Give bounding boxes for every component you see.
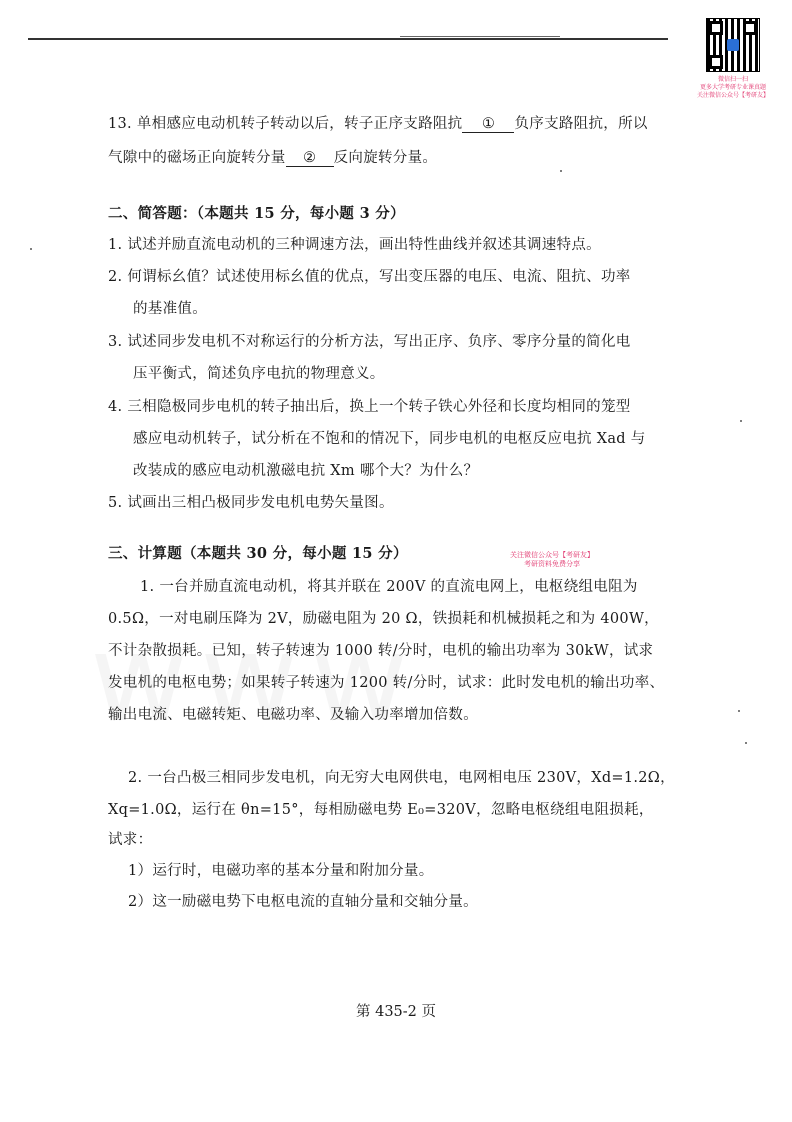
calc1-line: 发电机的电枢电势；如果转子转速为 1200 转/分时，试求：此时发电机的输出功率、 <box>108 675 665 691</box>
section2-item: 2. 何谓标幺值？试述使用标幺值的优点，写出变压器的电压、电流、阻抗、功率 <box>108 269 631 285</box>
qr-caption <box>678 76 788 100</box>
calc2-line: 2. 一台凸极三相同步发电机，向无穷大电网供电，电网相电压 230V，Xd=1.2Ω， <box>128 770 675 786</box>
page-number: 第 435-2 页 <box>355 1004 437 1020</box>
header-rule-secondary <box>400 36 560 37</box>
q13-line-2 <box>108 146 437 167</box>
q13-text-b: 负序支路阻抗，所以 <box>514 116 648 132</box>
section2-item: 4. 三相隐极同步电机的转子抽出后，换上一个转子铁心外径和长度均相同的笼型 <box>108 399 631 415</box>
section2-item: 5. 试画出三相凸极同步发电机电势矢量图。 <box>108 495 394 511</box>
qr-caption-line: 更多大学考研专业课真题 <box>699 84 766 91</box>
scan-speck <box>30 248 32 250</box>
section2-item-cont: 改装成的感应电动机激磁电抗 Xm 哪个大？为什么？ <box>133 463 479 479</box>
watermark-line: 关注微信公众号【考研友】 <box>510 551 594 559</box>
calc1-line: 1. 一台并励直流电动机，将其并联在 200V 的直流电网上，电枢绕组电阻为 <box>140 579 638 595</box>
qr-caption-line: 微信扫一扫 <box>717 76 748 83</box>
q13-line-1 <box>108 112 648 133</box>
q13-text-d: 反向旋转分量。 <box>333 150 438 166</box>
calc2-line: 试求： <box>108 832 153 848</box>
section2-item-cont: 感应电动机转子，试分析在不饱和的情况下，同步电机的电枢反应电抗 Xad 与 <box>133 431 646 447</box>
q13-text-a: 13. 单相感应电动机转子转动以后，转子正序支路阻抗 <box>108 116 463 132</box>
section2-item: 1. 试述并励直流电动机的三种调速方法，画出特性曲线并叙述其调速特点。 <box>108 237 601 253</box>
q13-blank-1: ① <box>462 116 514 133</box>
section2-title: 二、简答题：（本题共 15 分，每小题 3 分） <box>108 205 405 222</box>
section2-item-cont: 的基准值。 <box>133 301 207 317</box>
scan-speck <box>740 420 742 422</box>
calc1-line: 不计杂散损耗。已知，转子转速为 1000 转/分时，电机的输出功率为 30kW，试求 <box>108 643 654 659</box>
section3-title: 三、计算题（本题共 30 分，每小题 15 分） <box>108 545 408 562</box>
q13-text-c: 气隙中的磁场正向旋转分量 <box>108 150 286 166</box>
calc1-line: 0.5Ω，一对电刷压降为 2V，励磁电阻为 20 Ω，铁损耗和机械损耗之和为 400W， <box>108 611 659 627</box>
scan-speck <box>738 710 740 712</box>
header-rule <box>28 38 668 40</box>
scan-speck <box>560 170 562 172</box>
watermark-line: 考研资料免费分享 <box>524 560 580 568</box>
qr-caption-line: 关注微信公众号【考研友】 <box>696 92 769 99</box>
calc1-line: 输出电流、电磁转矩、电磁功率、及输入功率增加倍数。 <box>108 707 478 723</box>
section2-item: 3. 试述同步发电机不对称运行的分析方法，写出正序、负序、零序分量的简化电 <box>108 334 631 350</box>
calc2-line: 2）这一励磁电势下电枢电流的直轴分量和交轴分量。 <box>128 894 478 910</box>
section2-item-cont: 压平衡式，简述负序电抗的物理意义。 <box>133 366 385 382</box>
calc2-line: Xq=1.0Ω，运行在 θn=15°，每相励磁电势 E₀=320V，忽略电枢绕组电阻损耗， <box>108 802 654 818</box>
watermark-text <box>510 551 594 569</box>
q13-blank-2: ② <box>286 150 334 167</box>
qr-code-icon <box>706 18 760 72</box>
calc2-line: 1）运行时，电磁功率的基本分量和附加分量。 <box>128 863 434 879</box>
scan-speck <box>745 742 747 744</box>
